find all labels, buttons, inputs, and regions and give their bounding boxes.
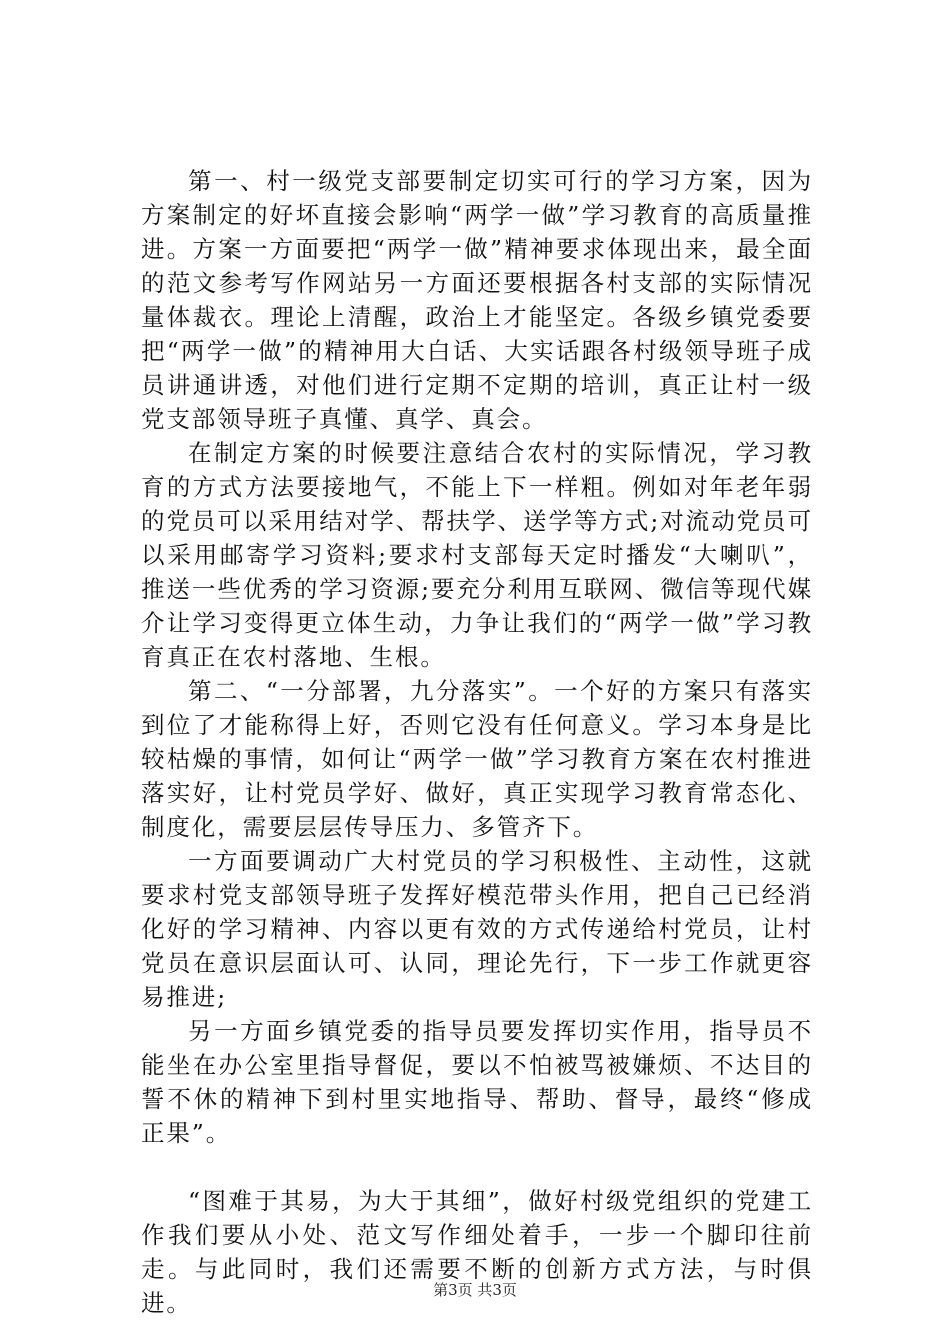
page-footer: 第3页 共3页: [433, 1281, 517, 1299]
document-body: [141, 164, 813, 1320]
paragraph-5: 另一方面乡镇党委的指导员要发挥切实作用，指导员不能坐在办公室里指导督促，要以不怕被骂被嫌烦、不达目的誓不休的精神下到村里实地指导、帮助、督导，最终“修成正果”。: [141, 1017, 813, 1147]
paragraph-2: 在制定方案的时候要注意结合农村的实际情况，学习教育的方式方法要接地气，不能上下一样粗。例如对年老年弱的党员可以采用结对学、帮扶学、送学等方式;对流动党员可以采用邮寄学习资料;要求村支部每天定时播发“大喇叭”，推送一些优秀的学习资源;要充分利用互联网、微信等现代媒介让学习变得更立体生动，力争让我们的“两学一做”学习教育真正在农村落地、生根。: [141, 439, 813, 671]
paragraph-spacer: [141, 1150, 813, 1184]
paragraph-3: 第二、“一分部署，九分落实”。一个好的方案只有落实到位了才能称得上好，否则它没有任何意义。学习本身是比较枯燥的事情，如何让“两学一做”学习教育方案在农村推进落实好，让村党员学好、做好，真正实现学习教育常态化、制度化，需要层层传导压力、多管齐下。: [141, 677, 813, 841]
paragraph-4: 一方面要调动广大村党员的学习积极性、主动性，这就要求村党支部领导班子发挥好模范带头作用，把自己已经消化好的学习精神、内容以更有效的方式传递给村党员，让村党员在意识层面认可、认同，理论先行，下一步工作就更容易推进;: [141, 847, 813, 1011]
paragraph-1: 第一、村一级党支部要制定切实可行的学习方案，因为方案制定的好坏直接会影响“两学一做”学习教育的高质量推进。方案一方面要把“两学一做”精神要求体现出来，最全面的范文参考写作网站另一方面还要根据各村支部的实际情况量体裁衣。理论上清醒，政治上才能坚定。各级乡镇党委要把“两学一做”的精神用大白话、大实话跟各村级领导班子成员讲通讲透，对他们进行定期不定期的培训，真正让村一级党支部领导班子真懂、真学、真会。: [141, 167, 813, 433]
paragraph-6: “图难于其易，为大于其细”，做好村级党组织的党建工作我们要从小处、范文写作细处着手，一步一个脚印往前走。与此同时，我们还需要不断的创新方式方法，与时俱进。: [141, 1187, 813, 1317]
